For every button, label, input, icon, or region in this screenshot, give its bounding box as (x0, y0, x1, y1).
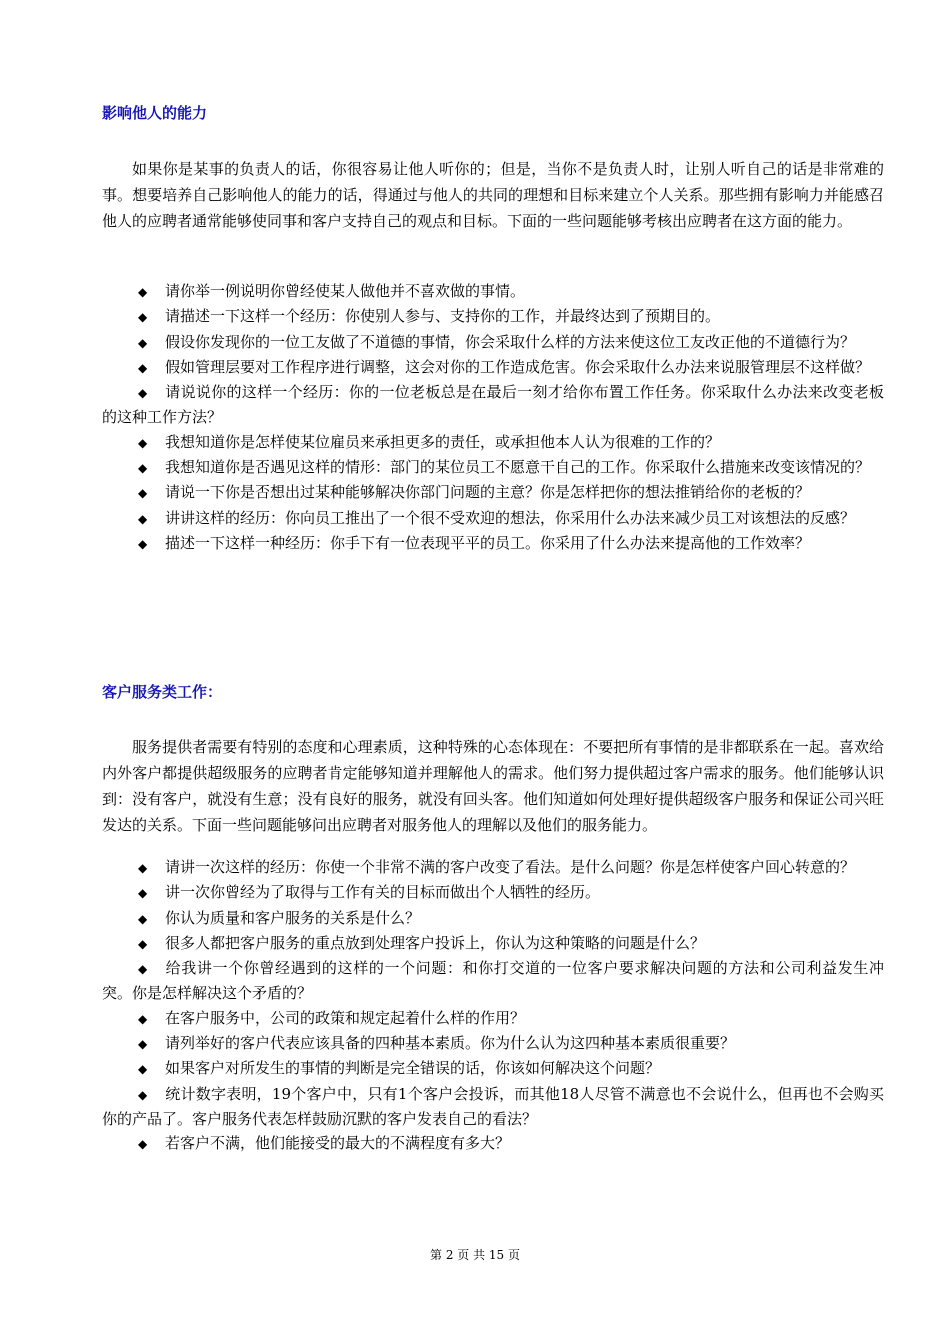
list-item: ◆ 请你举一例说明你曾经使某人做他并不喜欢做的事情。 (102, 279, 884, 304)
list-item: ◆ 请讲一次这样的经历：你使一个非常不满的客户改变了看法。是什么问题？你是怎样使客户回心转意的？ (102, 855, 884, 880)
list-item: ◆ 请列举好的客户代表应该具备的四种基本素质。你为什么认为这四种基本素质很重要？ (102, 1031, 884, 1056)
diamond-bullet-icon: ◆ (138, 1137, 148, 1152)
diamond-bullet-icon: ◆ (138, 1011, 148, 1026)
diamond-bullet-icon: ◆ (138, 962, 148, 977)
diamond-bullet-icon: ◆ (138, 486, 148, 501)
diamond-bullet-icon: ◆ (138, 461, 148, 476)
diamond-bullet-icon: ◆ (138, 285, 148, 299)
list-item: ◆ 你认为质量和客户服务的关系是什么？ (102, 906, 884, 931)
list-item: ◆ 很多人都把客户服务的重点放到处理客户投诉上，你认为这种策略的问题是什么？ (102, 931, 884, 956)
diamond-bullet-icon: ◆ (138, 386, 148, 401)
question-list-influence (102, 279, 884, 556)
section-paragraph-customer-service: 服务提供者需要有特别的态度和心理素质，这种特殊的心态体现在：不要把所有事情的是非都联系在一起。喜欢给内外客户都提供超级服务的应聘者肯定能够知道并理解他人的需求。他们努力提供超过客户需求的服务。他们能够认识到：没有客户，就没有生意；没有良好的服务，就没有回头客。他们知道如何处理好提供超级客户服务和保证公司兴旺发达的关系。下面一些问题能够问出应聘者对服务他人的理解以及他们的服务能力。 (102, 738, 884, 834)
diamond-bullet-icon: ◆ (138, 310, 148, 325)
diamond-bullet-icon: ◆ (138, 435, 148, 450)
section-heading-influence: 影响他人的能力 (102, 104, 208, 122)
list-item: ◆ 给我讲一个你曾经遇到的这样的一个问题：和你打交道的一位客户要求解决问题的方法和公司利益发生冲突。你是怎样解决这个矛盾的？ (102, 959, 884, 1003)
list-item: ◆ 我想知道你是怎样使某位雇员来承担更多的责任，或承担他本人认为很难的工作的？ (102, 430, 884, 455)
diamond-bullet-icon: ◆ (138, 360, 148, 375)
section-heading-customer-service: 客户服务类工作： (102, 683, 223, 701)
list-item: ◆ 假如管理层要对工作程序进行调整，这会对你的工作造成危害。你会采取什么办法来说服管理层不这样做？ (102, 355, 884, 380)
question-list-customer-service (102, 855, 884, 1157)
list-item: ◆ 统计数字表明，19个客户中，只有1个客户会投诉，而其他18人尽管不满意也不会说什么，但再也不会购买你的产品了。客户服务代表怎样鼓励沉默的客户发表自己的看法？ (102, 1084, 884, 1128)
list-item: ◆ 讲一次你曾经为了取得与工作有关的目标而做出个人牺牲的经历。 (102, 880, 884, 905)
diamond-bullet-icon: ◆ (138, 536, 148, 551)
list-item: ◆ 请说一下你是否想出过某种能够解决你部门问题的主意？你是怎样把你的想法推销给你的老板的？ (102, 480, 884, 505)
section-paragraph-influence: 如果你是某事的负责人的话，你很容易让他人听你的；但是，当你不是负责人时，让别人听自己的话是非常难的事。想要培养自己影响他人的能力的话，得通过与他人的共同的理想和目标来建立个人关系。那些拥有影响力并能感召他人的应聘者通常能够使同事和客户支持自己的观点和目标。下面的一些问题能够考核出应聘者在这方面的能力。 (102, 160, 884, 230)
list-item: ◆ 讲讲这样的经历：你向员工推出了一个很不受欢迎的想法，你采用什么办法来减少员工对该想法的反感？ (102, 506, 884, 531)
diamond-bullet-icon: ◆ (138, 886, 148, 901)
diamond-bullet-icon: ◆ (138, 335, 148, 350)
diamond-bullet-icon: ◆ (138, 936, 148, 951)
diamond-bullet-icon: ◆ (138, 911, 148, 926)
diamond-bullet-icon: ◆ (138, 1087, 148, 1102)
list-item: ◆ 请描述一下这样一个经历：你使别人参与、支持你的工作，并最终达到了预期目的。 (102, 304, 884, 329)
diamond-bullet-icon: ◆ (138, 861, 148, 875)
list-item: ◆ 如果客户对所发生的事情的判断是完全错误的话，你该如何解决这个问题？ (102, 1056, 884, 1081)
page-footer: 第 2 页 共 15 页 (430, 1248, 520, 1262)
list-item: ◆ 在客户服务中，公司的政策和规定起着什么样的作用？ (102, 1006, 884, 1031)
diamond-bullet-icon: ◆ (138, 1062, 148, 1077)
list-item: ◆ 若客户不满，他们能接受的最大的不满程度有多大？ (102, 1131, 884, 1156)
list-item: ◆ 描述一下这样一种经历：你手下有一位表现平平的员工。你采用了什么办法来提高他的工作效率？ (102, 531, 884, 556)
diamond-bullet-icon: ◆ (138, 1037, 148, 1052)
list-item: ◆ 请说说你的这样一个经历：你的一位老板总是在最后一刻才给你布置工作任务。你采取什么办法来改变老板的这种工作方法？ (102, 383, 884, 427)
diamond-bullet-icon: ◆ (138, 511, 148, 526)
list-item: ◆ 假设你发现你的一位工友做了不道德的事情，你会采取什么样的方法来使这位工友改正他的不道德行为？ (102, 330, 884, 355)
list-item: ◆ 我想知道你是否遇见这样的情形：部门的某位员工不愿意干自己的工作。你采取什么措施来改变该情况的？ (102, 455, 884, 480)
